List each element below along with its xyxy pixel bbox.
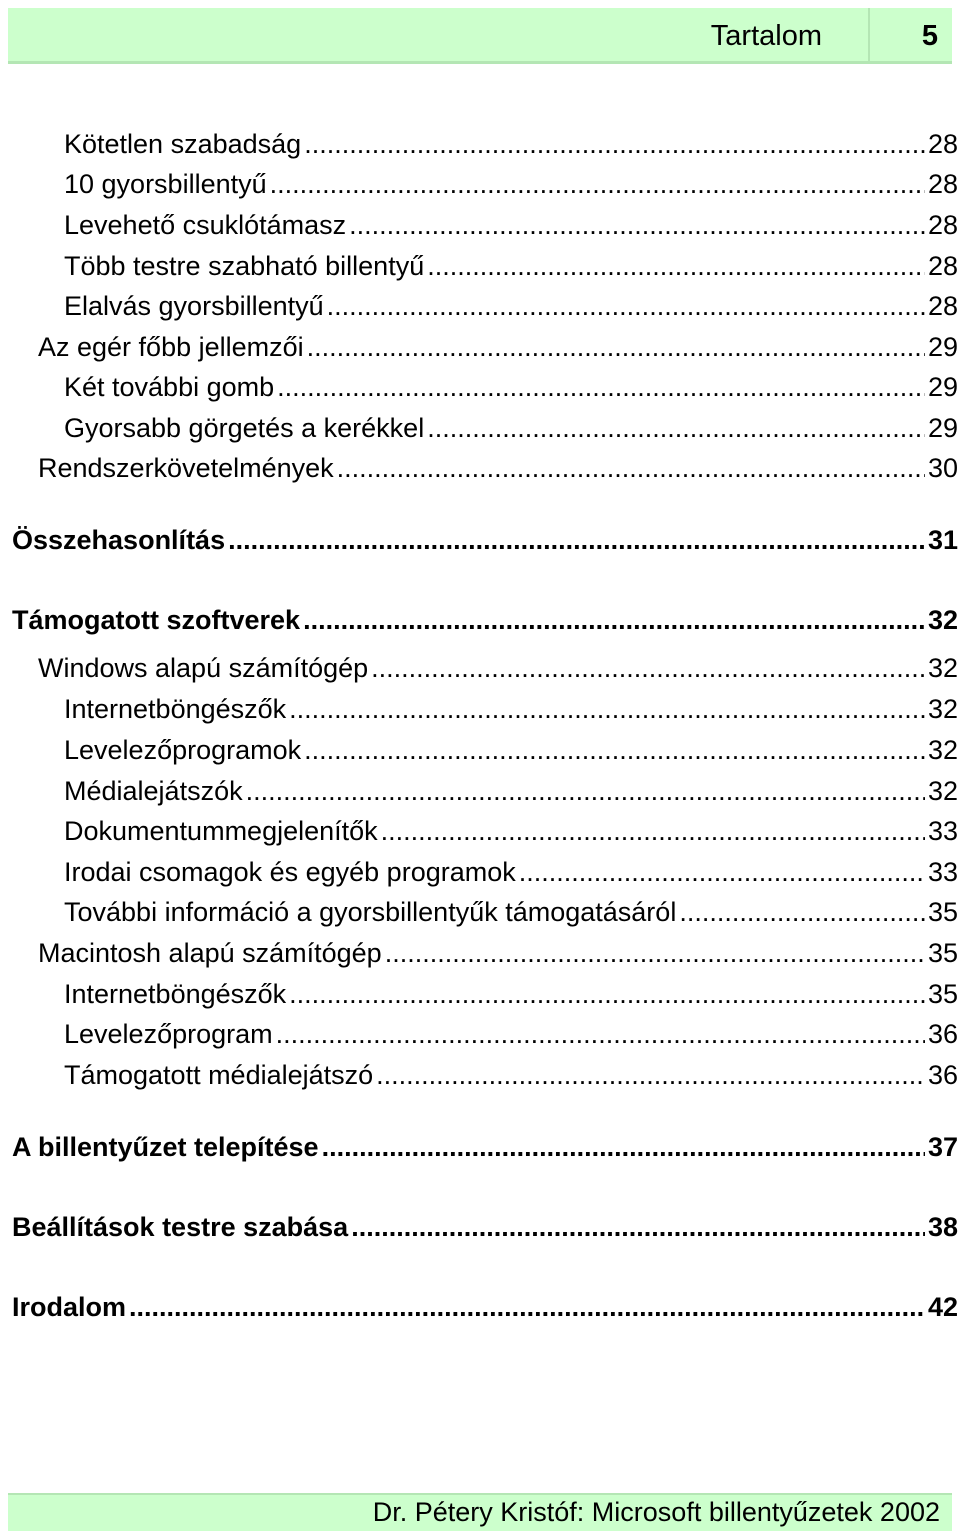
toc-entry-label: Médialejátszók (64, 776, 243, 806)
toc-entry-page: 32 (927, 776, 958, 806)
toc-leader-dots (351, 1210, 925, 1244)
toc-entry[interactable] (64, 167, 958, 201)
toc-entry-label: Irodai csomagok és egyéb programok (64, 857, 516, 887)
toc-entry-label: A billentyűzet telepítése (12, 1132, 319, 1162)
toc-chapter-entry[interactable] (12, 603, 958, 637)
toc-entry-label: Elalvás gyorsbillentyű (64, 291, 324, 321)
toc-entry-page: 38 (927, 1212, 958, 1242)
toc-entry-page: 33 (927, 857, 958, 887)
toc-entry[interactable] (38, 936, 958, 970)
toc-leader-dots (376, 1058, 925, 1092)
toc-entry-label: Irodalom (12, 1292, 127, 1322)
toc-entry-page: 31 (927, 525, 958, 555)
toc-entry[interactable] (64, 1017, 958, 1051)
toc-entry-label: 10 gyorsbillentyű (64, 169, 267, 199)
toc-entry-page: 36 (927, 1060, 958, 1090)
toc-entry[interactable] (64, 733, 958, 767)
toc-entry[interactable] (64, 895, 958, 929)
toc-entry-page: 28 (927, 291, 958, 321)
toc-entry-page: 29 (927, 332, 958, 362)
toc-entry-page: 32 (927, 653, 958, 683)
toc-entry-page: 28 (927, 251, 958, 281)
toc-leader-dots (228, 523, 925, 557)
footer-text: Dr. Pétery Kristóf: Microsoft billentyűzetek 2002 (372, 1497, 940, 1527)
toc-entry[interactable] (64, 289, 958, 323)
toc-entry[interactable] (64, 855, 958, 889)
toc-entry-label: Támogatott szoftverek (12, 605, 301, 635)
toc-entry-page: 29 (927, 372, 958, 402)
toc-entry-page: 30 (927, 453, 958, 483)
header-divider (868, 8, 870, 61)
page-header (8, 8, 952, 64)
toc-entry-label: Beállítások testre szabása (12, 1212, 349, 1242)
toc-leader-dots (304, 733, 925, 767)
toc-entry[interactable] (64, 249, 958, 283)
toc-entry-page: 35 (927, 938, 958, 968)
toc-entry-label: Kötetlen szabadság (64, 129, 302, 159)
toc-entry[interactable] (64, 411, 958, 445)
toc-chapter-entry[interactable] (12, 1210, 958, 1244)
toc-entry-label: Levelezőprogram (64, 1019, 273, 1049)
toc-entry-page: 28 (927, 129, 958, 159)
toc-entry-label: Több testre szabható billentyű (64, 251, 425, 281)
toc-entry-label: Macintosh alapú számítógép (38, 938, 382, 968)
toc-entry-page: 29 (927, 413, 958, 443)
toc-entry-label: További információ a gyorsbillentyűk támogatásáról (64, 897, 677, 927)
toc-entry[interactable] (64, 692, 958, 726)
toc-entry-page: 28 (927, 169, 958, 199)
toc-leader-dots (276, 1017, 925, 1051)
toc-entry-label: Két további gomb (64, 372, 275, 402)
toc-entry[interactable] (64, 814, 958, 848)
toc-entry-label: Gyorsabb görgetés a kerékkel (64, 413, 425, 443)
toc-entry-page: 35 (927, 897, 958, 927)
toc-leader-dots (385, 936, 925, 970)
toc-leader-dots (322, 1130, 925, 1164)
toc-leader-dots (270, 167, 925, 201)
toc-leader-dots (289, 692, 925, 726)
toc-leader-dots (349, 208, 925, 242)
toc-leader-dots (427, 411, 925, 445)
toc-entry[interactable] (64, 774, 958, 808)
toc-leader-dots (679, 895, 925, 929)
toc-entry-page: 42 (927, 1292, 958, 1322)
toc-leader-dots (519, 855, 925, 889)
toc-entry-label: Dokumentummegjelenítők (64, 816, 378, 846)
toc-chapter-entry[interactable] (12, 523, 958, 557)
toc-leader-dots (307, 330, 925, 364)
toc-entry-label: Levelezőprogramok (64, 735, 302, 765)
toc-leader-dots (304, 127, 925, 161)
toc-entry-label: Windows alapú számítógép (38, 653, 369, 683)
toc-chapter-entry[interactable] (12, 1130, 958, 1164)
toc-leader-dots (381, 814, 925, 848)
toc-entry-label: Rendszerkövetelmények (38, 453, 334, 483)
toc-leader-dots (289, 977, 925, 1011)
toc-entry-label: Támogatott médialejátszó (64, 1060, 374, 1090)
toc-entry-page: 32 (927, 605, 958, 635)
toc-leader-dots (371, 651, 925, 685)
page-footer (8, 1493, 952, 1531)
toc-entry-label: Az egér főbb jellemzői (38, 332, 304, 362)
toc-entry[interactable] (38, 651, 958, 685)
toc-leader-dots (129, 1290, 925, 1324)
toc-entry[interactable] (64, 370, 958, 404)
toc-leader-dots (427, 249, 925, 283)
header-title: Tartalom (710, 20, 822, 52)
toc-entry-label: Internetböngészők (64, 694, 287, 724)
toc-entry[interactable] (64, 977, 958, 1011)
toc-leader-dots (327, 289, 925, 323)
toc-entry-page: 32 (927, 735, 958, 765)
toc-entry-label: Összehasonlítás (12, 525, 226, 555)
toc-entry[interactable] (64, 208, 958, 242)
toc-entry[interactable] (38, 451, 958, 485)
toc-entry[interactable] (38, 330, 958, 364)
toc-leader-dots (303, 603, 925, 637)
toc-entry-page: 33 (927, 816, 958, 846)
toc-leader-dots (246, 774, 925, 808)
toc-entry-page: 35 (927, 979, 958, 1009)
toc-entry-label: Levehető csuklótámasz (64, 210, 347, 240)
toc-entry-page: 28 (927, 210, 958, 240)
toc-entry[interactable] (64, 127, 958, 161)
header-page-number: 5 (921, 20, 938, 52)
toc-chapter-entry[interactable] (12, 1290, 958, 1324)
toc-leader-dots (337, 451, 925, 485)
toc-entry[interactable] (64, 1058, 958, 1092)
toc-entry-page: 32 (927, 694, 958, 724)
toc-entry-label: Internetböngészők (64, 979, 287, 1009)
toc-entry-page: 37 (927, 1132, 958, 1162)
toc-entry-page: 36 (927, 1019, 958, 1049)
toc-leader-dots (277, 370, 925, 404)
